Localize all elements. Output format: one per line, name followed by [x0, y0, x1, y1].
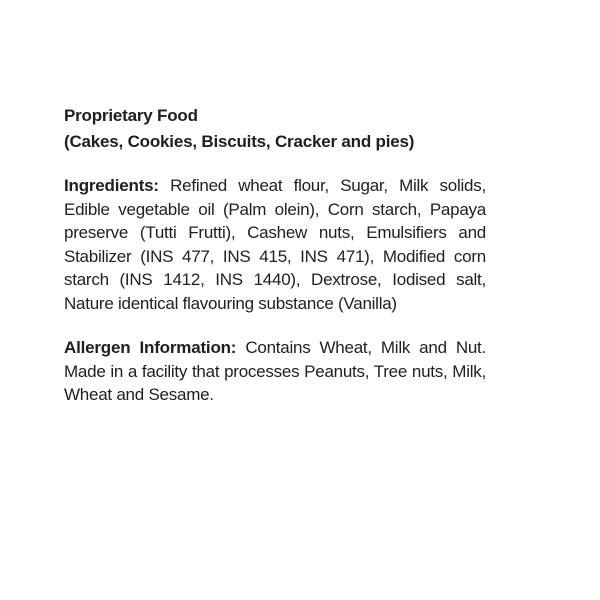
ingredients-text: Refined wheat flour, Sugar, Milk solids, Edible vegetable oil (Palm olein), Corn starch, Papaya preserve (Tutti Frutti), Cashew nuts, Emulsifiers and Stabilizer (INS 477, INS 415, INS 471), Modified corn starch (INS 1412, INS 1440), Dextrose, Iodised salt, Nature identical flavouring substance (Vanilla)	[64, 176, 486, 313]
page-title: Proprietary Food	[64, 106, 198, 125]
allergen-paragraph	[64, 336, 486, 407]
allergen-heading: Allergen Information:	[64, 338, 237, 357]
ingredients-heading: Ingredients:	[64, 176, 159, 195]
allergen-text: Contains Wheat, Milk and Nut. Made in a facility that processes Peanuts, Tree nuts, Milk, Wheat and Sesame.	[64, 338, 486, 404]
food-label	[64, 103, 486, 407]
page-subtitle: (Cakes, Cookies, Biscuits, Cracker and pies)	[64, 132, 415, 151]
ingredients-paragraph	[64, 174, 486, 315]
